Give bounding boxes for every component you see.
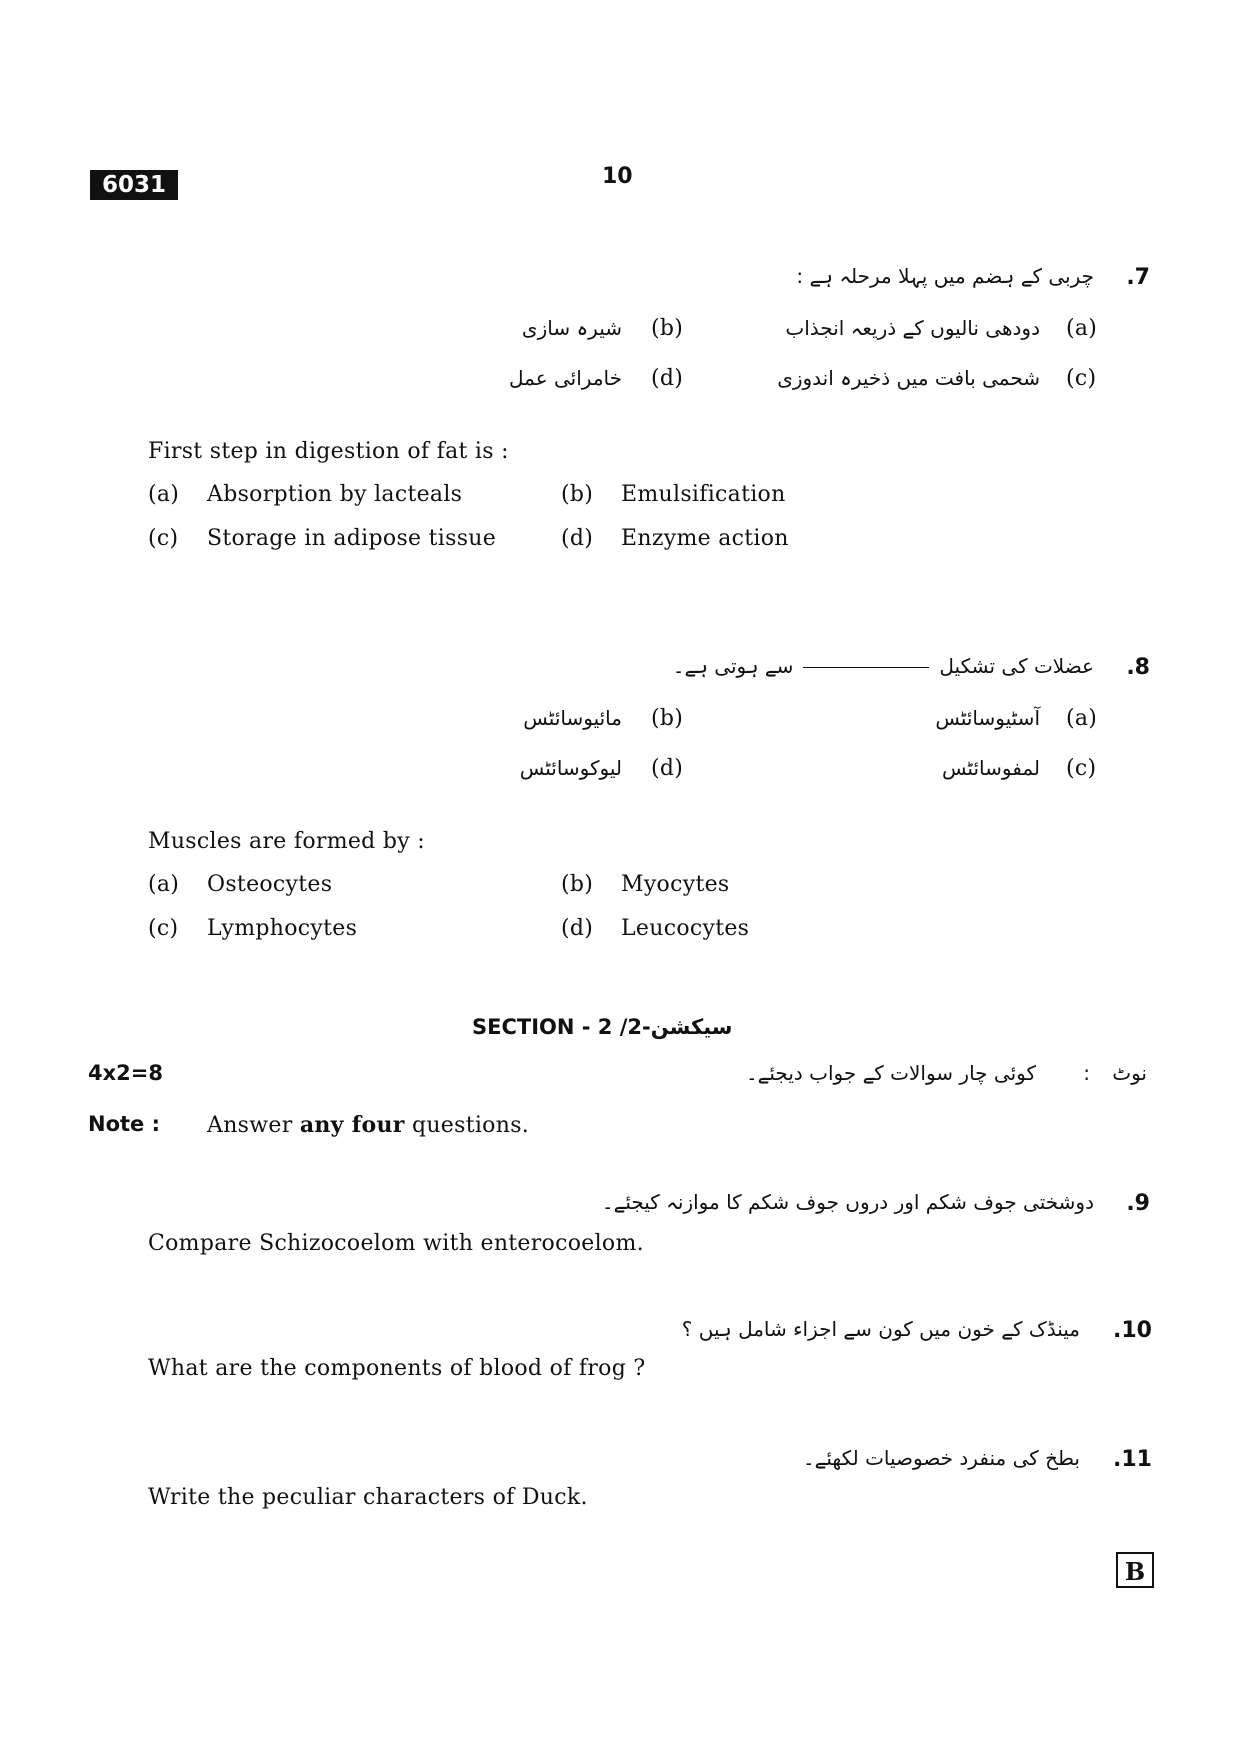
q7-option-c-label: (c) [148, 526, 179, 551]
q11-urdu: بطخ کی منفرد خصوصیات لکھئے۔ [802, 1446, 1080, 1470]
q8-option-c-label: (c) [148, 916, 179, 941]
q8-urdu-option-b: مائیوسائٹس [523, 706, 622, 730]
q8-number: .8 [1126, 655, 1150, 680]
note-label: Note : [88, 1112, 160, 1136]
q8-urdu-option-a: آسٹیوسائٹس [935, 706, 1040, 730]
q8-option-b: Myocytes [621, 872, 730, 897]
q8-urdu-question [673, 654, 1094, 678]
booklet-series-box: B [1116, 1552, 1154, 1588]
q8-option-d-label: (d) [561, 916, 594, 941]
q7-option-a-label: (a) [148, 482, 180, 507]
q7-urdu-option-a-label: (a) [1066, 316, 1098, 341]
paper-code-badge: 6031 [90, 170, 178, 200]
q8-option-b-label: (b) [561, 872, 594, 897]
q9-number: .9 [1126, 1191, 1150, 1216]
q11-number: .11 [1113, 1447, 1152, 1472]
q7-option-c: Storage in adipose tissue [207, 526, 497, 551]
note-text-post: questions. [411, 1113, 530, 1138]
q8-blank-line [803, 667, 929, 668]
q8-option-d: Leucocytes [621, 916, 750, 941]
q7-urdu-question: چربی کے ہضم میں پہلا مرحلہ ہے : [796, 264, 1094, 288]
q8-urdu-question-end: سے ہوتی ہے۔ [672, 654, 794, 678]
section-marks: 4x2=8 [88, 1061, 163, 1085]
q7-number: .7 [1126, 265, 1150, 290]
q10-urdu: مینڈک کے خون میں کون سے اجزاء شامل ہیں ؟ [681, 1317, 1080, 1341]
q10-english: What are the components of blood of frog ? [148, 1356, 646, 1381]
q11-english: Write the peculiar characters of Duck. [148, 1485, 588, 1510]
urdu-note-text: کوئی چار سوالات کے جواب دیجئے۔ [745, 1061, 1036, 1085]
q8-urdu-option-d: لیوکوسائٹس [519, 756, 622, 780]
page-number: 10 [602, 164, 633, 189]
q7-urdu-option-d: خامرائی عمل [509, 366, 622, 390]
note-text [207, 1112, 529, 1138]
q7-urdu-option-b-label: (b) [651, 316, 684, 341]
q7-urdu-option-c: شحمی بافت میں ذخیرہ اندوزی [777, 366, 1040, 390]
urdu-note-label: نوٹ [1112, 1061, 1147, 1085]
q8-english-question: Muscles are formed by : [148, 829, 425, 854]
q7-urdu-option-c-label: (c) [1066, 366, 1097, 391]
section-title-english: SECTION - 2 /2- [472, 1015, 651, 1039]
q8-urdu-option-b-label: (b) [651, 706, 684, 731]
q7-option-b-label: (b) [561, 482, 594, 507]
q7-option-a: Absorption by lacteals [207, 482, 463, 507]
q7-option-b: Emulsification [621, 482, 786, 507]
q8-urdu-option-a-label: (a) [1066, 706, 1098, 731]
section-title [472, 1015, 732, 1039]
note-text-bold: any four [299, 1112, 405, 1138]
q8-urdu-option-c-label: (c) [1066, 756, 1097, 781]
note-text-pre: Answer [207, 1113, 293, 1138]
section-title-urdu: سیکشن [650, 1015, 733, 1039]
q8-option-a: Osteocytes [207, 872, 333, 897]
q8-urdu-option-d-label: (d) [651, 756, 684, 781]
q8-option-a-label: (a) [148, 872, 180, 897]
q7-urdu-option-a: دودھی نالیوں کے ذریعہ انجذاب [785, 316, 1040, 340]
q7-option-d-label: (d) [561, 526, 594, 551]
q7-urdu-option-b: شیرہ سازی [521, 316, 622, 340]
q9-english: Compare Schizocoelom with enterocoelom. [148, 1231, 644, 1256]
q7-english-question: First step in digestion of fat is : [148, 439, 509, 464]
q8-option-c: Lymphocytes [207, 916, 358, 941]
q10-number: .10 [1113, 1318, 1152, 1343]
q9-urdu: دوشختی جوف شکم اور دروں جوف شکم کا موازنہ کیجئے۔ [601, 1190, 1094, 1214]
urdu-note-colon: : [1083, 1061, 1090, 1085]
q8-urdu-option-c: لمفوسائٹس [941, 756, 1040, 780]
q7-option-d: Enzyme action [621, 526, 789, 551]
q7-urdu-option-d-label: (d) [651, 366, 684, 391]
q8-urdu-question-start: عضلات کی تشکیل [939, 654, 1094, 678]
